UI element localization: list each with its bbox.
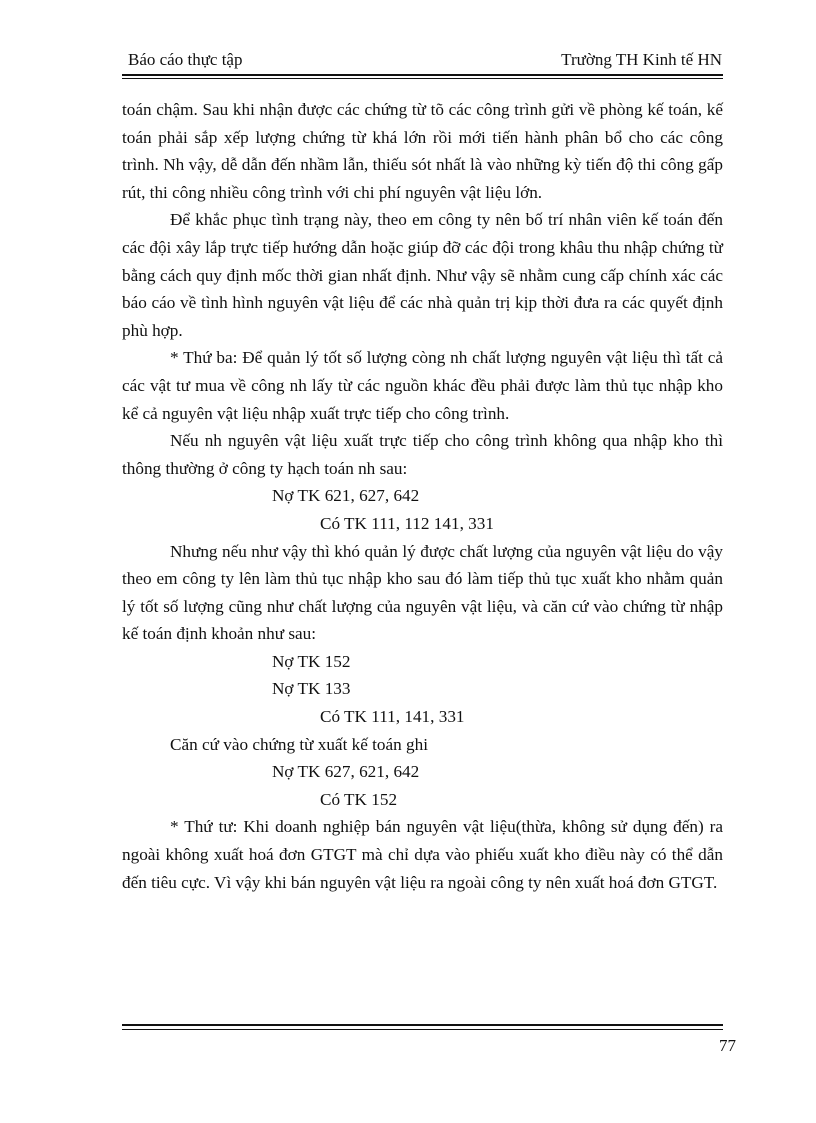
journal-entry-credit: Có TK 111, 112 141, 331 [320,513,494,533]
paragraph: Để khắc phục tình trạng này, theo em công ty nên bố trí nhân viên kế toán đến các đội xây lắp trực tiếp hướng dẫn hoặc giúp đỡ các đội trong khâu thu nhập chứng từ bằng cách quy định mốc thời gian nhất định. Như vậy sẽ nhằm cung cấp chính xác các báo cáo về tình hình nguyên vật liệu để các nhà quản trị kịp thời đưa ra các quyết định phù hợp. [122,210,723,340]
footer-rule-thin [122,1029,723,1030]
journal-entry-debit: Nợ TK 627, 621, 642 [272,762,420,782]
header-rule-thick [122,74,723,76]
journal-entry-credit: Có TK 152 [320,789,398,809]
journal-entry-debit: Nợ TK 152 [272,651,351,671]
paragraph: * Thứ ba: Để quản lý tốt số lượng còng nh chất lượng nguyên vật liệu thì tất cả các vật tư mua về công nh lấy từ các nguồn khác đều phải được làm thủ tục nhập kho kể cả nguyên vật liệu nhập xuất trực tiếp cho công trình. [122,348,723,423]
page-body [122,96,723,896]
page-header [122,50,722,72]
header-report-title: Báo cáo thực tập [128,50,243,69]
paragraph: Căn cứ vào chứng từ xuất kế toán ghi [170,734,429,754]
paragraph: Nhưng nếu như vậy thì khó quản lý được chất lượng của nguyên vật liệu do vậy theo em công ty lên làm thủ tục nhập kho sau đó làm tiếp thủ tục xuất kho nhằm quản lý tốt số lượng cũng như chất lượng của nguyên vật liệu, và căn cứ vào chứng từ nhập kế toán định khoản như sau: [122,541,723,644]
header-rule-thin [122,78,723,79]
journal-entry-debit: Nợ TK 621, 627, 642 [272,486,420,506]
page-number: 77 [719,1036,736,1055]
paragraph: Nếu nh nguyên vật liệu xuất trực tiếp cho công trình không qua nhập kho thì thông thường ở công ty hạch toán nh sau: [122,431,723,478]
paragraph: toán chậm. Sau khi nhận được các chứng từ tõ các công trình gửi về phòng kế toán, kế toán phải sắp xếp lượng chứng từ khá lớn rồi mới tiến hành phân bổ cho các công trình. Nh vậy, dễ dẫn đến nhầm lẫn, thiếu sót nhất là vào những kỳ tiến độ thi công gấp rút, thi công nhiều công trình với chi phí nguyên vật liệu lớn. [122,100,723,202]
paragraph: * Thứ tư: Khi doanh nghiệp bán nguyên vật liệu(thừa, không sử dụng đến) ra ngoài không xuất hoá đơn GTGT mà chỉ dựa vào phiếu xuất kho điều này có thể dẫn đến tiêu cực. Vì vậy khi bán nguyên vật liệu ra ngoài công ty nên xuất hoá đơn GTGT. [122,817,723,892]
header-school-name: Trường TH Kinh tế HN [561,50,722,69]
footer-rule-thick [122,1024,723,1026]
journal-entry-credit: Có TK 111, 141, 331 [320,707,465,727]
journal-entry-debit: Nợ TK 133 [272,679,351,699]
